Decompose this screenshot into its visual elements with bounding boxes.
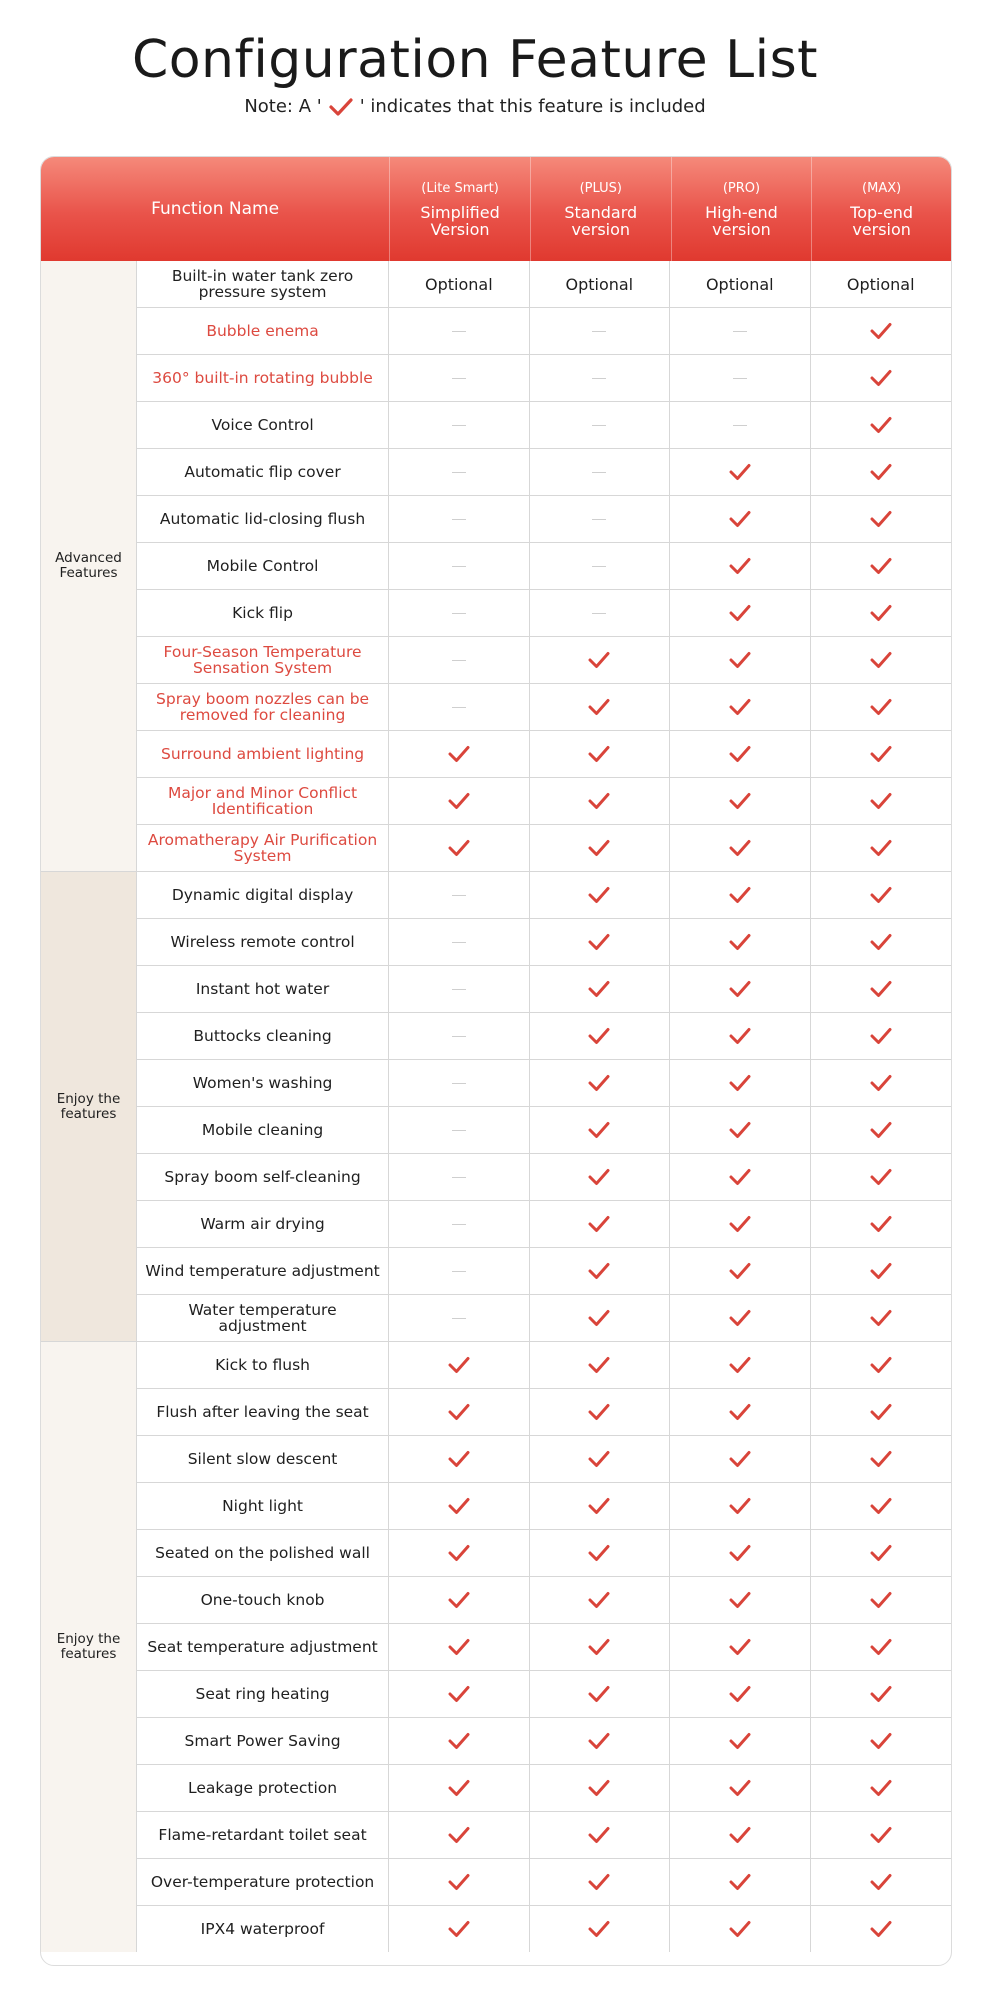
feature-name: Night light bbox=[137, 1483, 389, 1529]
check-icon bbox=[670, 1060, 810, 1106]
not-included-dash bbox=[389, 1013, 529, 1059]
feature-name: Over-temperature protection bbox=[137, 1859, 389, 1905]
dash-icon bbox=[452, 566, 466, 567]
not-included-dash bbox=[389, 543, 529, 589]
dash-icon bbox=[452, 942, 466, 943]
check-icon bbox=[670, 1530, 810, 1576]
check-icon bbox=[530, 1577, 670, 1623]
column-name-line2: Version bbox=[430, 219, 490, 239]
table-row bbox=[137, 1059, 951, 1106]
check-icon bbox=[670, 1906, 810, 1952]
dash-icon bbox=[452, 1271, 466, 1272]
feature-section bbox=[41, 871, 951, 1341]
check-icon bbox=[811, 1624, 951, 1670]
check-icon bbox=[530, 1154, 670, 1200]
check-icon bbox=[389, 1859, 529, 1905]
feature-name: Buttocks cleaning bbox=[137, 1013, 389, 1059]
dash-icon bbox=[592, 519, 606, 520]
check-icon bbox=[389, 1765, 529, 1811]
check-icon bbox=[811, 825, 951, 871]
table-row bbox=[137, 261, 951, 307]
table-row bbox=[137, 448, 951, 495]
column-header bbox=[672, 157, 813, 261]
check-icon bbox=[670, 1436, 810, 1482]
table-row bbox=[137, 1342, 951, 1388]
not-included-dash bbox=[530, 308, 670, 354]
check-icon bbox=[670, 543, 810, 589]
table-row bbox=[137, 1388, 951, 1435]
column-header bbox=[390, 157, 531, 261]
not-included-dash bbox=[389, 919, 529, 965]
dash-icon bbox=[452, 660, 466, 661]
table-row bbox=[137, 730, 951, 777]
table-row bbox=[137, 1670, 951, 1717]
check-icon bbox=[811, 355, 951, 401]
table-row bbox=[137, 1811, 951, 1858]
column-tier: (PLUS) bbox=[579, 180, 622, 196]
check-icon bbox=[670, 1671, 810, 1717]
check-icon bbox=[530, 778, 670, 824]
note-text-before: Note: A ' bbox=[244, 96, 322, 117]
feature-name: Silent slow descent bbox=[137, 1436, 389, 1482]
check-icon bbox=[670, 1107, 810, 1153]
check-icon bbox=[670, 1624, 810, 1670]
feature-name: Flame-retardant toilet seat bbox=[137, 1812, 389, 1858]
column-tier: (MAX) bbox=[862, 180, 902, 196]
table-row bbox=[137, 636, 951, 683]
check-icon bbox=[811, 1389, 951, 1435]
check-icon bbox=[811, 1577, 951, 1623]
feature-name: Mobile cleaning bbox=[137, 1107, 389, 1153]
check-icon bbox=[530, 1859, 670, 1905]
table-row bbox=[137, 1200, 951, 1247]
table-row bbox=[137, 683, 951, 730]
check-icon bbox=[811, 1013, 951, 1059]
check-icon bbox=[530, 637, 670, 683]
dash-icon bbox=[733, 378, 747, 379]
check-icon bbox=[811, 1530, 951, 1576]
check-icon bbox=[811, 1060, 951, 1106]
value-text: Optional bbox=[389, 261, 529, 307]
feature-name: Surround ambient lighting bbox=[137, 731, 389, 777]
dash-icon bbox=[452, 519, 466, 520]
check-icon bbox=[530, 1671, 670, 1717]
check-icon bbox=[811, 1718, 951, 1764]
table-row bbox=[137, 965, 951, 1012]
feature-name: Bubble enema bbox=[137, 308, 389, 354]
dash-icon bbox=[592, 378, 606, 379]
check-icon bbox=[811, 872, 951, 918]
check-icon bbox=[811, 1765, 951, 1811]
check-icon bbox=[530, 1295, 670, 1341]
table-row bbox=[137, 1435, 951, 1482]
check-icon bbox=[670, 1248, 810, 1294]
check-icon bbox=[670, 825, 810, 871]
check-icon bbox=[389, 1812, 529, 1858]
column-name-line1: Standard bbox=[564, 202, 638, 222]
check-icon bbox=[530, 1342, 670, 1388]
check-icon bbox=[389, 1624, 529, 1670]
check-icon bbox=[811, 1436, 951, 1482]
check-icon bbox=[530, 919, 670, 965]
check-icon bbox=[670, 966, 810, 1012]
feature-section bbox=[41, 1341, 951, 1952]
not-included-dash bbox=[530, 402, 670, 448]
not-included-dash bbox=[389, 684, 529, 730]
check-icon bbox=[811, 1812, 951, 1858]
check-icon bbox=[389, 731, 529, 777]
check-icon bbox=[811, 684, 951, 730]
column-header bbox=[531, 157, 672, 261]
table-body bbox=[41, 261, 951, 1952]
check-icon bbox=[811, 496, 951, 542]
not-included-dash bbox=[670, 308, 810, 354]
column-name-line1: High-end bbox=[705, 202, 778, 222]
check-icon bbox=[389, 1342, 529, 1388]
check-icon bbox=[670, 1812, 810, 1858]
check-icon bbox=[389, 1906, 529, 1952]
check-icon bbox=[670, 731, 810, 777]
dash-icon bbox=[452, 425, 466, 426]
check-icon bbox=[811, 1342, 951, 1388]
feature-name: Voice Control bbox=[137, 402, 389, 448]
not-included-dash bbox=[389, 590, 529, 636]
feature-name: 360° built-in rotating bubble bbox=[137, 355, 389, 401]
not-included-dash bbox=[530, 543, 670, 589]
check-icon bbox=[670, 1483, 810, 1529]
check-icon bbox=[811, 731, 951, 777]
feature-name: Dynamic digital display bbox=[137, 872, 389, 918]
table-row bbox=[137, 1153, 951, 1200]
feature-name: IPX4 waterproof bbox=[137, 1906, 389, 1952]
check-icon bbox=[811, 308, 951, 354]
not-included-dash bbox=[389, 308, 529, 354]
check-icon bbox=[530, 731, 670, 777]
table-row bbox=[137, 401, 951, 448]
check-icon bbox=[811, 1671, 951, 1717]
check-icon bbox=[670, 449, 810, 495]
check-icon bbox=[670, 1342, 810, 1388]
feature-name: Seat ring heating bbox=[137, 1671, 389, 1717]
check-icon bbox=[389, 1436, 529, 1482]
check-icon bbox=[811, 1295, 951, 1341]
function-name-header: Function Name bbox=[41, 157, 390, 261]
feature-rows bbox=[137, 261, 951, 871]
check-icon bbox=[530, 684, 670, 730]
check-icon bbox=[530, 1436, 670, 1482]
check-icon bbox=[670, 684, 810, 730]
note-text-after: ' indicates that this feature is included bbox=[359, 96, 706, 117]
check-icon bbox=[811, 1248, 951, 1294]
feature-name: Spray boom self-cleaning bbox=[137, 1154, 389, 1200]
check-icon bbox=[811, 966, 951, 1012]
dash-icon bbox=[452, 1177, 466, 1178]
dash-icon bbox=[452, 989, 466, 990]
not-included-dash bbox=[670, 355, 810, 401]
feature-name: Kick flip bbox=[137, 590, 389, 636]
dash-icon bbox=[592, 613, 606, 614]
dash-icon bbox=[452, 1083, 466, 1084]
check-icon bbox=[670, 919, 810, 965]
check-icon bbox=[530, 1107, 670, 1153]
check-icon bbox=[670, 1295, 810, 1341]
dash-icon bbox=[452, 378, 466, 379]
check-icon bbox=[389, 1389, 529, 1435]
feature-name: Flush after leaving the seat bbox=[137, 1389, 389, 1435]
table-row bbox=[137, 1576, 951, 1623]
check-icon bbox=[670, 1013, 810, 1059]
table-row bbox=[137, 1529, 951, 1576]
table-header bbox=[41, 157, 951, 261]
check-icon bbox=[811, 1154, 951, 1200]
check-icon bbox=[389, 1718, 529, 1764]
not-included-dash bbox=[389, 1060, 529, 1106]
feature-name: Wireless remote control bbox=[137, 919, 389, 965]
value-text: Optional bbox=[530, 261, 670, 307]
table-row bbox=[137, 542, 951, 589]
legend-note bbox=[0, 96, 950, 117]
check-icon bbox=[811, 637, 951, 683]
table-row bbox=[137, 1294, 951, 1341]
feature-name: Built-in water tank zero pressure system bbox=[137, 261, 389, 307]
column-name-line1: Simplified bbox=[420, 202, 500, 222]
check-icon bbox=[670, 496, 810, 542]
check-icon bbox=[328, 97, 354, 117]
not-included-dash bbox=[530, 355, 670, 401]
table-row bbox=[137, 1858, 951, 1905]
category-label: Advanced Features bbox=[41, 261, 137, 871]
check-icon bbox=[530, 1483, 670, 1529]
check-icon bbox=[811, 1483, 951, 1529]
not-included-dash bbox=[389, 402, 529, 448]
feature-name: Warm air drying bbox=[137, 1201, 389, 1247]
table-row bbox=[137, 1247, 951, 1294]
feature-name: One-touch knob bbox=[137, 1577, 389, 1623]
check-icon bbox=[670, 778, 810, 824]
feature-name: Automatic flip cover bbox=[137, 449, 389, 495]
table-row bbox=[137, 589, 951, 636]
check-icon bbox=[811, 590, 951, 636]
feature-name: Women's washing bbox=[137, 1060, 389, 1106]
not-included-dash bbox=[389, 1107, 529, 1153]
feature-name: Seated on the polished wall bbox=[137, 1530, 389, 1576]
table-row bbox=[137, 1905, 951, 1952]
check-icon bbox=[530, 1624, 670, 1670]
not-included-dash bbox=[389, 449, 529, 495]
check-icon bbox=[670, 590, 810, 636]
check-icon bbox=[389, 1530, 529, 1576]
check-icon bbox=[670, 637, 810, 683]
dash-icon bbox=[452, 707, 466, 708]
check-icon bbox=[811, 1859, 951, 1905]
dash-icon bbox=[452, 895, 466, 896]
check-icon bbox=[530, 966, 670, 1012]
table-row bbox=[137, 1012, 951, 1059]
category-label: Enjoy the features bbox=[41, 872, 137, 1341]
table-row bbox=[137, 495, 951, 542]
not-included-dash bbox=[530, 590, 670, 636]
feature-name: Four-Season Temperature Sensation System bbox=[137, 637, 389, 683]
check-icon bbox=[530, 1248, 670, 1294]
dash-icon bbox=[452, 613, 466, 614]
not-included-dash bbox=[389, 1201, 529, 1247]
column-name-line2: version bbox=[712, 219, 771, 239]
check-icon bbox=[530, 1812, 670, 1858]
dash-icon bbox=[452, 331, 466, 332]
column-tier: (PRO) bbox=[722, 180, 761, 196]
table-row bbox=[137, 777, 951, 824]
feature-name: Water temperature adjustment bbox=[137, 1295, 389, 1341]
check-icon bbox=[530, 1389, 670, 1435]
check-icon bbox=[530, 1906, 670, 1952]
category-label: Enjoy the features bbox=[41, 1342, 137, 1952]
feature-name: Seat temperature adjustment bbox=[137, 1624, 389, 1670]
dash-icon bbox=[452, 472, 466, 473]
not-included-dash bbox=[389, 1295, 529, 1341]
check-icon bbox=[670, 1389, 810, 1435]
not-included-dash bbox=[389, 637, 529, 683]
check-icon bbox=[811, 778, 951, 824]
feature-name: Automatic lid-closing flush bbox=[137, 496, 389, 542]
dash-icon bbox=[452, 1318, 466, 1319]
check-icon bbox=[530, 825, 670, 871]
check-icon bbox=[389, 1577, 529, 1623]
dash-icon bbox=[733, 331, 747, 332]
feature-name: Smart Power Saving bbox=[137, 1718, 389, 1764]
check-icon bbox=[811, 919, 951, 965]
feature-name: Instant hot water bbox=[137, 966, 389, 1012]
not-included-dash bbox=[389, 355, 529, 401]
not-included-dash bbox=[389, 966, 529, 1012]
not-included-dash bbox=[530, 449, 670, 495]
check-icon bbox=[670, 872, 810, 918]
check-icon bbox=[670, 1718, 810, 1764]
dash-icon bbox=[592, 331, 606, 332]
check-icon bbox=[811, 543, 951, 589]
check-icon bbox=[811, 402, 951, 448]
table-row bbox=[137, 1717, 951, 1764]
check-icon bbox=[811, 1107, 951, 1153]
dash-icon bbox=[733, 425, 747, 426]
table-row bbox=[137, 1482, 951, 1529]
column-header bbox=[812, 157, 951, 261]
check-icon bbox=[530, 1060, 670, 1106]
check-icon bbox=[670, 1859, 810, 1905]
column-tier: (Lite Smart) bbox=[421, 180, 499, 196]
not-included-dash bbox=[530, 496, 670, 542]
feature-name: Mobile Control bbox=[137, 543, 389, 589]
column-name-line2: version bbox=[852, 219, 911, 239]
table-row bbox=[137, 354, 951, 401]
feature-table bbox=[40, 156, 952, 1966]
check-icon bbox=[670, 1201, 810, 1247]
check-icon bbox=[389, 1671, 529, 1717]
feature-name: Wind temperature adjustment bbox=[137, 1248, 389, 1294]
feature-name: Major and Minor Conflict Identification bbox=[137, 778, 389, 824]
check-icon bbox=[530, 1013, 670, 1059]
column-name-line1: Top-end bbox=[850, 202, 914, 222]
value-text: Optional bbox=[846, 274, 915, 294]
feature-name: Leakage protection bbox=[137, 1765, 389, 1811]
table-row bbox=[137, 307, 951, 354]
dash-icon bbox=[452, 1224, 466, 1225]
check-icon bbox=[530, 1765, 670, 1811]
check-icon bbox=[530, 872, 670, 918]
check-icon bbox=[389, 778, 529, 824]
table-row bbox=[137, 1623, 951, 1670]
feature-section bbox=[41, 261, 951, 871]
feature-name: Spray boom nozzles can be removed for cleaning bbox=[137, 684, 389, 730]
check-icon bbox=[811, 449, 951, 495]
check-icon bbox=[530, 1718, 670, 1764]
check-icon bbox=[389, 825, 529, 871]
table-row bbox=[137, 1106, 951, 1153]
dash-icon bbox=[452, 1130, 466, 1131]
check-icon bbox=[670, 1154, 810, 1200]
dash-icon bbox=[592, 425, 606, 426]
feature-name: Kick to flush bbox=[137, 1342, 389, 1388]
not-included-dash bbox=[389, 1154, 529, 1200]
not-included-dash bbox=[389, 872, 529, 918]
check-icon bbox=[811, 1906, 951, 1952]
table-row bbox=[137, 1764, 951, 1811]
table-row bbox=[137, 824, 951, 871]
check-icon bbox=[670, 1765, 810, 1811]
feature-name: Aromatherapy Air Purification System bbox=[137, 825, 389, 871]
table-row bbox=[137, 872, 951, 918]
value-text: Optional bbox=[670, 261, 810, 307]
not-included-dash bbox=[389, 496, 529, 542]
not-included-dash bbox=[670, 402, 810, 448]
check-icon bbox=[530, 1201, 670, 1247]
check-icon bbox=[530, 1530, 670, 1576]
check-icon bbox=[811, 1201, 951, 1247]
table-row bbox=[137, 918, 951, 965]
check-icon bbox=[670, 1577, 810, 1623]
feature-rows bbox=[137, 1342, 951, 1952]
dash-icon bbox=[592, 566, 606, 567]
dash-icon bbox=[592, 472, 606, 473]
feature-rows bbox=[137, 872, 951, 1341]
column-name-line2: version bbox=[571, 219, 631, 239]
not-included-dash bbox=[389, 1248, 529, 1294]
page-title: Configuration Feature List bbox=[131, 30, 819, 90]
dash-icon bbox=[452, 1036, 466, 1037]
check-icon bbox=[389, 1483, 529, 1529]
